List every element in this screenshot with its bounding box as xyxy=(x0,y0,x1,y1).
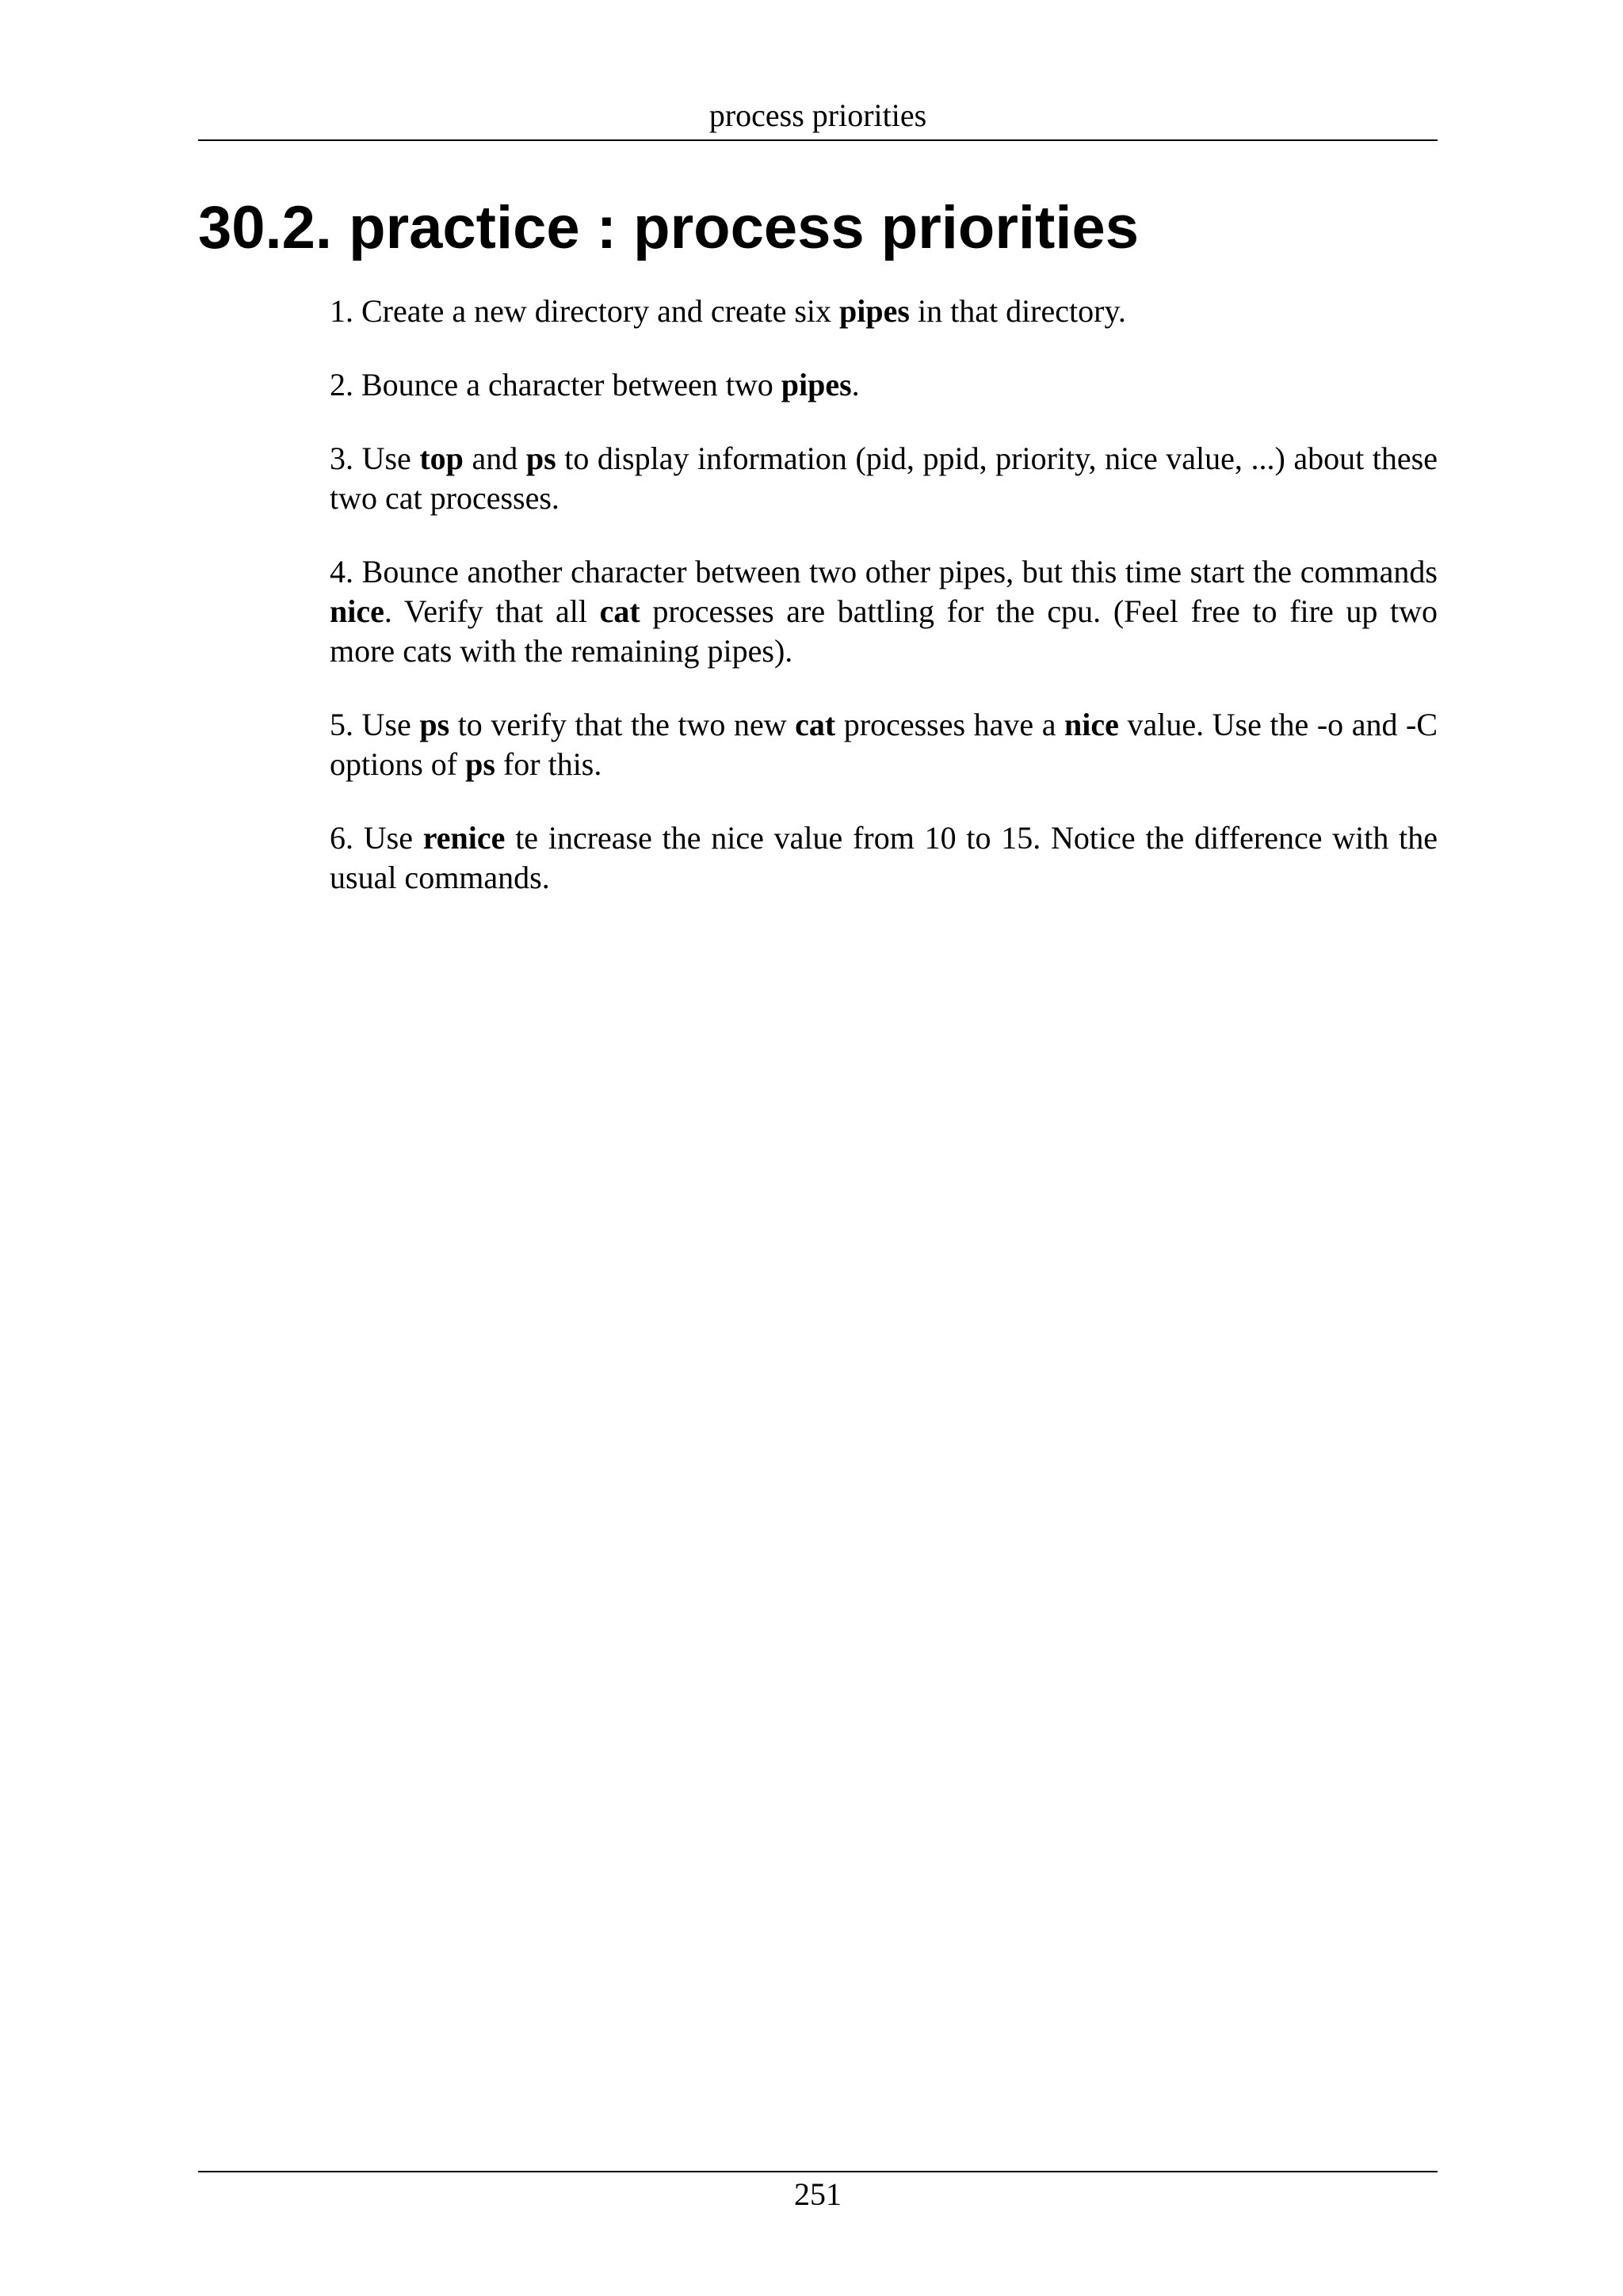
exercise-item-2 xyxy=(330,365,1438,405)
exercise-text: 1. Create a new directory and create six xyxy=(330,293,840,329)
exercise-item-1 xyxy=(330,292,1438,331)
exercise-text: processes have a xyxy=(835,707,1065,742)
exercise-text: for this. xyxy=(495,746,602,782)
exercise-text: 4. Bounce another character between two other pipes, but this time start the commands xyxy=(330,554,1438,589)
command-keyword: ps xyxy=(419,707,450,742)
exercise-text: and xyxy=(463,441,526,476)
page-number: 251 xyxy=(794,2176,842,2212)
exercise-text: 6. Use xyxy=(330,820,423,856)
header-divider xyxy=(198,139,1438,141)
command-keyword: renice xyxy=(422,820,506,856)
section-title: 30.2. practice : process priorities xyxy=(198,194,1139,261)
command-keyword: ps xyxy=(465,746,495,782)
command-keyword: pipes xyxy=(781,367,852,402)
exercise-item-6 xyxy=(330,818,1438,898)
exercise-text: . xyxy=(851,367,860,402)
command-keyword: pipes xyxy=(839,293,910,329)
exercise-text: 2. Bounce a character between two xyxy=(330,367,781,402)
exercise-item-5 xyxy=(330,705,1438,784)
exercise-text: value. Use the -o and -C options of xyxy=(330,707,1438,782)
exercise-text: in that directory. xyxy=(909,293,1126,329)
exercise-text: te increase the nice value from 10 to 15. Notice the difference with the usual commands. xyxy=(330,820,1438,895)
command-keyword: nice xyxy=(330,593,384,629)
exercise-list xyxy=(330,292,1438,932)
command-keyword: cat xyxy=(795,707,836,742)
exercise-text: 5. Use xyxy=(330,707,420,742)
running-header: process priorities xyxy=(708,97,927,133)
command-keyword: nice xyxy=(1064,707,1119,742)
exercise-item-4 xyxy=(330,552,1438,671)
exercise-text: to display information (pid, ppid, priority, nice value, ...) about these two cat processes. xyxy=(330,441,1438,516)
command-keyword: ps xyxy=(525,441,556,476)
command-keyword: cat xyxy=(599,593,640,629)
exercise-text: to verify that the two new xyxy=(449,707,796,742)
exercise-item-3 xyxy=(330,439,1438,518)
exercise-text: 3. Use xyxy=(330,441,420,476)
command-keyword: top xyxy=(419,441,464,476)
exercise-text: processes are battling for the cpu. (Feel free to fire up two more cats with the remaining pipes). xyxy=(330,593,1438,669)
exercise-text: . Verify that all xyxy=(384,593,600,629)
